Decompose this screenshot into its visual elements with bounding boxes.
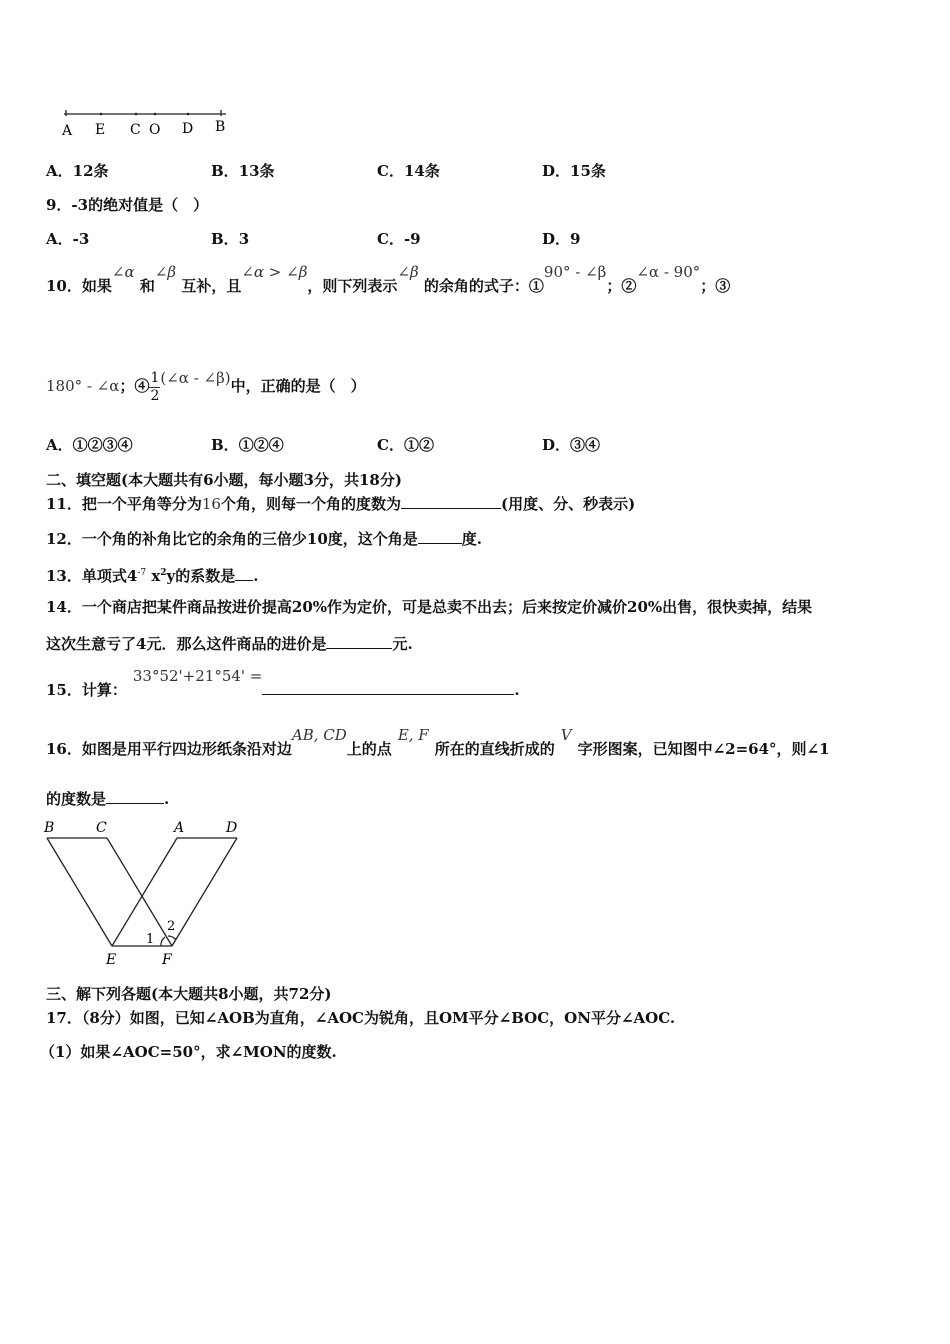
q15-expression: 33°52'+21°54' = xyxy=(132,667,263,685)
q15-answer-blank[interactable] xyxy=(262,680,514,695)
q13-answer-blank[interactable] xyxy=(235,566,253,581)
q10-fraction: $\frac{1}{2}$ xyxy=(150,369,160,404)
fig-label-d: D xyxy=(226,820,238,836)
q17-part-1: （1）如果∠AOC=50°，求∠MON的度数. xyxy=(40,1043,337,1061)
label-c: C xyxy=(130,122,141,138)
label-e: E xyxy=(95,122,106,138)
q16-answer-blank[interactable] xyxy=(106,789,164,804)
q9-option-b: B．3 xyxy=(211,230,250,248)
point-e xyxy=(100,113,103,116)
q8-option-d: D．15条 xyxy=(542,162,606,180)
q16-line-1: 16．如图是用平行四边形纸条沿对边AB, CD上的点E, F所在的直线折成的V字形图案，已知图中∠2=64°，则∠1 xyxy=(46,726,830,758)
q10-line-1: 10．如果∠α 和∠β 互补，且∠α > ∠β，则下列表示∠β 的余角的式子：①90° - ∠β；②∠α - 90°；③ xyxy=(46,263,731,295)
q10-beta-2: ∠β xyxy=(397,263,419,281)
q8-option-a: A．12条 xyxy=(46,162,109,180)
point-d xyxy=(187,113,190,116)
q9-stem: 9．-3的绝对值是（ ） xyxy=(46,196,209,214)
q10-beta: ∠β xyxy=(154,263,177,281)
v-fold-figure xyxy=(40,816,250,968)
number-line-figure xyxy=(58,108,238,142)
q8-option-b: B．13条 xyxy=(211,162,275,180)
q10-line-2: 180° - ∠α；④ $\frac{1}{2}$ (∠α - ∠β)中，正确的是（ ） xyxy=(46,369,366,404)
q10-option-b: B．①②④ xyxy=(211,436,284,454)
q16-line-2: 的度数是 . xyxy=(46,790,170,808)
q10-expr-1: 90° - ∠β xyxy=(543,263,607,281)
q14-line-1: 14．一个商店把某件商品按进价提高20%作为定价，可是总卖不出去；后来按定价减价20%出售，很快卖掉，结果 xyxy=(46,598,813,616)
q11: 11．把一个平角等分为16个角，则每一个角的度数为 (用度、分、秒表示) xyxy=(46,495,636,513)
label-b: B xyxy=(215,119,226,135)
fig-angle-1: 1 xyxy=(146,932,155,947)
q11-answer-blank[interactable] xyxy=(401,494,501,509)
fig-label-c: C xyxy=(96,820,107,836)
fig-label-e: E xyxy=(106,952,117,968)
q10-expr-3: 180° - ∠α xyxy=(46,377,120,395)
point-c xyxy=(135,113,138,116)
q16-e-f: E, F xyxy=(397,726,429,744)
q8-option-c: C．14条 xyxy=(377,162,440,180)
fig-label-b: B xyxy=(44,820,55,836)
q13: 13．单项式$4^{-7}$ $x^2y$的系数是 . xyxy=(46,567,259,585)
q9-option-d: D．9 xyxy=(542,230,581,248)
fig-label-f: F xyxy=(162,952,172,968)
q14-line-2: 这次生意亏了4元．那么这件商品的进价是 元. xyxy=(46,635,413,653)
q10-option-a: A．①②③④ xyxy=(46,436,133,454)
q16-ab-cd: AB, CD xyxy=(291,726,347,744)
q9-option-a: A．-3 xyxy=(46,230,90,248)
q17-stem: 17．（8分）如图，已知∠AOB为直角，∠AOC为锐角，且OM平分∠BOC，ON平分∠AOC. xyxy=(46,1009,676,1027)
point-o xyxy=(154,113,157,116)
q10-alpha: ∠α xyxy=(111,263,135,281)
label-a: A xyxy=(62,123,73,139)
q16-v: V xyxy=(560,726,572,744)
q9-option-c: C．-9 xyxy=(377,230,421,248)
label-o: O xyxy=(149,122,161,138)
q10-option-d: D．③④ xyxy=(542,436,601,454)
q10-expr-2: ∠α - 90° xyxy=(636,263,701,281)
q14-answer-blank[interactable] xyxy=(326,634,392,649)
q11-number: 16 xyxy=(201,495,221,513)
section-3-heading: 三、解下列各题(本大题共8小题，共72分) xyxy=(46,985,332,1003)
label-d: D xyxy=(182,121,194,137)
q15: 15．计算：33°52'+21°54' =. xyxy=(46,667,520,699)
fig-label-a: A xyxy=(174,820,185,836)
q12-answer-blank[interactable] xyxy=(418,529,462,544)
q10-option-c: C．①② xyxy=(377,436,434,454)
q12: 12．一个角的补角比它的余角的三倍少10度，这个角是 度. xyxy=(46,530,482,548)
fig-angle-2: 2 xyxy=(167,919,176,934)
section-2-heading: 二、填空题(本大题共有6小题，每小题3分，共18分) xyxy=(46,471,402,489)
q10-expr-4: (∠α - ∠β) xyxy=(160,369,231,387)
q10-condition: ∠α > ∠β xyxy=(241,263,308,281)
